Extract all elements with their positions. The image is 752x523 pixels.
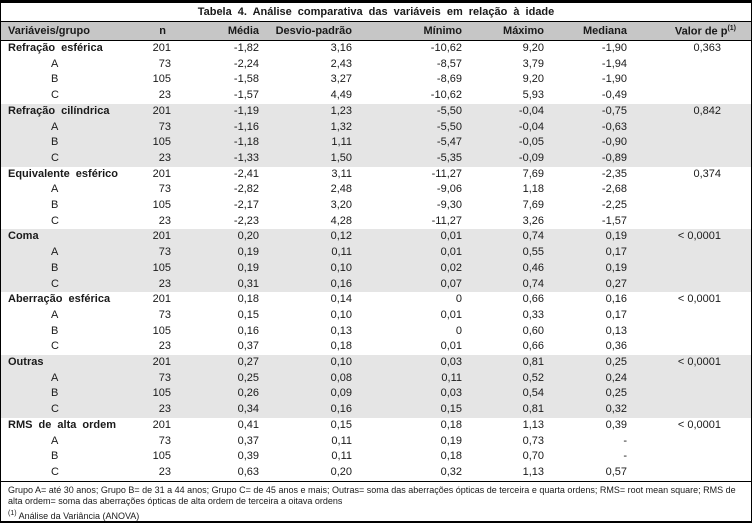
table-cell: -9,30: [436, 199, 462, 212]
table-cell: [632, 324, 751, 340]
subgroup-label: C: [1, 402, 144, 418]
table-cell: -9,06: [436, 183, 462, 196]
column-header-variaveis-grupo: Variáveis/grupo: [1, 22, 144, 41]
table-row: [1, 198, 751, 214]
table-cell: 0,11: [331, 450, 352, 463]
table-cell: 0,52: [467, 371, 549, 387]
table-cell: -5,47: [357, 135, 467, 151]
subgroup-label: C: [51, 89, 59, 102]
table-cell: [632, 135, 751, 151]
table-cell: -1,58: [233, 73, 259, 86]
table-cell: -0,75: [549, 104, 632, 120]
table-cell: 2,43: [330, 57, 352, 70]
table-cell: 7,69: [522, 199, 544, 212]
table-cell: 0,36: [605, 340, 627, 353]
table-cell: [632, 277, 751, 293]
table-cell: 2,48: [330, 183, 352, 196]
table-row: [1, 120, 751, 136]
table-row: [1, 449, 751, 465]
table-cell: 73: [158, 308, 171, 321]
subgroup-label: A: [51, 308, 59, 321]
table-cell: < 0,0001: [632, 229, 751, 245]
table-cell: 0,20: [330, 465, 352, 478]
table-cell: 0,32: [440, 465, 462, 478]
column-header-desvio-padrao: Desvio-padrão: [264, 22, 357, 41]
table-row: [1, 214, 751, 230]
column-header-mediana: Mediana: [549, 22, 632, 41]
table-cell: 0,15: [237, 308, 259, 321]
table-row: [1, 245, 751, 261]
table-cell: -1,94: [601, 57, 627, 70]
table-cell: 0,15: [357, 402, 467, 418]
table-row: [1, 386, 751, 402]
table-row: [1, 72, 751, 88]
table-cell: [632, 72, 751, 88]
table-cell: 201: [152, 293, 171, 306]
table-cell: 0: [455, 293, 462, 306]
table-cell: 0,74: [467, 229, 549, 245]
table-row: [1, 261, 751, 277]
table-cell: 105: [144, 386, 176, 402]
table-cell: 23: [144, 402, 176, 418]
table-cell: < 0,0001: [632, 355, 751, 371]
table-cell: 1,13: [522, 418, 544, 431]
table-cell: -0,49: [601, 89, 627, 102]
table-cell: [632, 88, 751, 104]
table-cell: -1,57: [601, 214, 627, 227]
table-cell: -1,18: [176, 135, 264, 151]
table-cell: 1,50: [264, 151, 357, 167]
subgroup-label: B: [51, 324, 59, 337]
table-cell: 0,10: [264, 355, 357, 371]
table-cell: 1,11: [264, 135, 357, 151]
table-cell: -: [623, 450, 627, 463]
table-cell: [632, 214, 751, 230]
table-cell: [632, 449, 751, 465]
table-row: [1, 277, 751, 293]
table-cell: 1,13: [522, 465, 544, 478]
table-row: [1, 292, 751, 308]
table-cell: -1,90: [601, 73, 627, 86]
table-cell: 23: [144, 277, 176, 293]
subgroup-label: B: [51, 450, 59, 463]
table-cell: 0,07: [357, 277, 467, 293]
table-cell: 0,16: [264, 277, 357, 293]
table-cell: 105: [152, 73, 171, 86]
table-row: [1, 41, 751, 57]
table-cell: [632, 434, 751, 450]
column-header-maximo: Máximo: [467, 22, 549, 41]
group-label: Refração esférica: [8, 42, 103, 54]
footnote-definitions: Grupo A= até 30 anos; Grupo B= de 31 a 44 anos; Grupo C= de 45 anos e mais; Outras= soma das aberrações ópticas de terceira e quarta ordens; RMS= root mean square; RMS de alta ordem= soma das aberrações ópticas de alta ordem de terceira a oitava ordens: [8, 484, 736, 507]
table-cell: -0,90: [549, 135, 632, 151]
table-cell: -0,04: [467, 104, 549, 120]
table-cell: -0,05: [467, 135, 549, 151]
table-cell: [632, 261, 751, 277]
table-cell: 23: [144, 151, 176, 167]
table-cell: 0,31: [176, 277, 264, 293]
table-cell: 201: [144, 229, 176, 245]
table-cell: 105: [152, 450, 171, 463]
table-cell: 0,01: [440, 340, 462, 353]
table-cell: 0,37: [237, 340, 259, 353]
table-cell: -1,57: [233, 89, 259, 102]
table-cell: [632, 386, 751, 402]
table-cell: 0,02: [357, 261, 467, 277]
table-cell: 0,57: [605, 465, 627, 478]
data-table: [1, 21, 751, 482]
table-cell: 0,16: [264, 402, 357, 418]
table-cell: -1,16: [176, 120, 264, 136]
table-cell: 4,49: [330, 89, 352, 102]
table-cell: 201: [144, 355, 176, 371]
table-cell: [632, 151, 751, 167]
table-cell: 0,66: [522, 340, 544, 353]
table-cell: 0,08: [264, 371, 357, 387]
table-cell: 0,32: [549, 402, 632, 418]
table-cell: [632, 402, 751, 418]
table-cell: -2,23: [233, 214, 259, 227]
table-row: [1, 324, 751, 340]
subgroup-label: A: [1, 120, 144, 136]
table-cell: -1,82: [233, 42, 259, 54]
table-cell: 0,66: [522, 293, 544, 306]
table-cell: [632, 182, 751, 198]
table-row: [1, 167, 751, 183]
table-cell: 73: [158, 434, 171, 447]
table-row: [1, 151, 751, 167]
table-cell: 0,16: [605, 293, 627, 306]
table-row: [1, 418, 751, 434]
table-cell: 0,25: [549, 386, 632, 402]
table-row: [1, 229, 751, 245]
subgroup-label: B: [1, 135, 144, 151]
table-row: [1, 104, 751, 120]
header-row: [1, 22, 751, 41]
table-row: [1, 57, 751, 73]
table-cell: 105: [144, 135, 176, 151]
table-cell: 0,10: [330, 308, 352, 321]
table-footnotes: [1, 482, 751, 523]
table-cell: 0: [455, 324, 462, 337]
table-cell: 105: [144, 261, 176, 277]
table-cell: 0,39: [237, 450, 259, 463]
table-cell: [632, 245, 751, 261]
subgroup-label: B: [1, 261, 144, 277]
table-cell: 0,01: [357, 245, 467, 261]
table-cell: -2,17: [233, 199, 259, 212]
table-cell: 0,14: [330, 293, 352, 306]
table-cell: 23: [158, 214, 171, 227]
table-cell: 9,20: [522, 73, 544, 86]
table-cell: 0,37: [237, 434, 259, 447]
table-row: [1, 434, 751, 450]
table-cell: [632, 308, 751, 324]
group-label: Outras: [1, 355, 144, 371]
table-cell: 1,23: [264, 104, 357, 120]
table-cell: 0,34: [176, 402, 264, 418]
table-cell: 0,01: [357, 229, 467, 245]
table-cell: 73: [144, 120, 176, 136]
table-cell: 73: [144, 371, 176, 387]
group-label: Refração cilíndrica: [1, 104, 144, 120]
table-cell: 0,74: [467, 277, 549, 293]
table-cell: 0,18: [330, 340, 352, 353]
table-cell: -2,24: [233, 57, 259, 70]
table-cell: -0,89: [549, 151, 632, 167]
group-label: Equivalente esférico: [8, 167, 118, 180]
table-cell: 0,33: [522, 308, 544, 321]
column-header-minimo: Mínimo: [357, 22, 467, 41]
subgroup-label: C: [51, 340, 59, 353]
table-cell: 0,19: [549, 229, 632, 245]
table-cell: 0,19: [440, 434, 462, 447]
table-row: [1, 339, 751, 355]
table-cell: 0,26: [176, 386, 264, 402]
table-cell: 23: [158, 89, 171, 102]
table-cell: -0,04: [467, 120, 549, 136]
subgroup-label: A: [51, 183, 59, 196]
table-cell: 0,15: [330, 418, 352, 431]
table-row: [1, 465, 751, 481]
table-cell: 3,26: [522, 214, 544, 227]
table-cell: -5,35: [357, 151, 467, 167]
table-cell: 0,55: [467, 245, 549, 261]
table-cell: -2,25: [601, 199, 627, 212]
table-cell: -2,41: [233, 167, 259, 180]
table-cell: 3,27: [330, 73, 352, 86]
table-cell: < 0,0001: [677, 293, 721, 306]
table-cell: -2,68: [601, 183, 627, 196]
table-cell: 5,93: [522, 89, 544, 102]
table-cell: 0,19: [176, 261, 264, 277]
table-cell: -11,27: [431, 167, 462, 180]
table-body: [1, 41, 751, 482]
subgroup-label: C: [1, 151, 144, 167]
table-cell: 0,842: [632, 104, 751, 120]
table-cell: 105: [152, 324, 171, 337]
table-cell: 0,03: [357, 355, 467, 371]
table-cell: 0,18: [440, 418, 462, 431]
subgroup-label: A: [1, 371, 144, 387]
table-cell: 201: [152, 418, 171, 431]
table-cell: 0,73: [522, 434, 544, 447]
table-row: [1, 355, 751, 371]
table-row: [1, 88, 751, 104]
subgroup-label: B: [1, 386, 144, 402]
subgroup-label: C: [1, 277, 144, 293]
table-cell: < 0,0001: [677, 418, 721, 431]
table-cell: 7,69: [522, 167, 544, 180]
table-row: [1, 135, 751, 151]
table-cell: [632, 57, 751, 73]
table-cell: 0,16: [237, 324, 259, 337]
table-cell: 73: [144, 245, 176, 261]
table-cell: 3,16: [330, 42, 352, 54]
table-cell: [632, 465, 751, 481]
table-cell: [632, 120, 751, 136]
table-cell: -10,62: [430, 89, 462, 102]
table-header: [1, 22, 751, 41]
table-cell: 0,19: [549, 261, 632, 277]
table-cell: 0,13: [605, 324, 627, 337]
table-cell: 0,12: [264, 229, 357, 245]
table-cell: 0,363: [693, 42, 721, 54]
table-cell: 0,25: [176, 371, 264, 387]
subgroup-label: B: [51, 199, 59, 212]
table-cell: 1,18: [522, 183, 544, 196]
table-cell: 0,09: [264, 386, 357, 402]
subgroup-label: A: [1, 245, 144, 261]
table-cell: -1,90: [601, 42, 627, 54]
table-cell: 201: [152, 42, 171, 54]
table-cell: 0,39: [605, 418, 627, 431]
column-header-n: n: [144, 22, 176, 41]
table-cell: -1,19: [176, 104, 264, 120]
table-cell: 0,11: [331, 434, 352, 447]
table-cell: 73: [158, 57, 171, 70]
table-cell: 0,17: [605, 308, 627, 321]
table-cell: 0,27: [549, 277, 632, 293]
table-cell: 3,20: [330, 199, 352, 212]
table-cell: 0,11: [264, 245, 357, 261]
table-row: [1, 402, 751, 418]
table-cell: 0,11: [357, 371, 467, 387]
subgroup-label: C: [51, 465, 59, 478]
table-cell: 0,17: [549, 245, 632, 261]
subgroup-label: A: [51, 57, 59, 70]
subgroup-label: B: [51, 73, 59, 86]
table-row: [1, 182, 751, 198]
subgroup-label: A: [51, 434, 59, 447]
table-cell: 201: [144, 104, 176, 120]
table-cell: 0,13: [330, 324, 352, 337]
group-label: Aberração esférica: [8, 293, 111, 306]
table-cell: 0,24: [549, 371, 632, 387]
table-cell: 0,19: [176, 245, 264, 261]
table-row: [1, 371, 751, 387]
table-cell: [632, 198, 751, 214]
footnote-marker: (1): [8, 509, 17, 517]
table-cell: 1,32: [264, 120, 357, 136]
table-cell: 0,81: [467, 402, 549, 418]
table-cell: 3,79: [522, 57, 544, 70]
table-cell: 105: [152, 199, 171, 212]
table-cell: -11,27: [431, 214, 462, 227]
table-cell: 0,10: [264, 261, 357, 277]
table-cell: 0,18: [440, 450, 462, 463]
table-cell: -8,57: [436, 57, 462, 70]
table-cell: [632, 371, 751, 387]
table-cell: -0,09: [467, 151, 549, 167]
table-cell: 0,374: [693, 167, 721, 180]
table-cell: 0,81: [467, 355, 549, 371]
table-cell: 0,54: [467, 386, 549, 402]
table-cell: 23: [158, 465, 171, 478]
table-cell: -1,33: [176, 151, 264, 167]
table-cell: 201: [152, 167, 171, 180]
table-cell: 0,18: [237, 293, 259, 306]
table-cell: 0,41: [237, 418, 259, 431]
subgroup-label: C: [51, 214, 59, 227]
table-cell: -: [623, 434, 627, 447]
table-cell: 73: [158, 183, 171, 196]
p-footnote-marker: (1): [727, 24, 736, 32]
table-cell: 0,46: [467, 261, 549, 277]
table-cell: 0,25: [549, 355, 632, 371]
group-label: RMS de alta ordem: [8, 418, 117, 431]
table-cell: 0,70: [522, 450, 544, 463]
column-header-media: Média: [176, 22, 264, 41]
table-cell: 3,11: [331, 167, 352, 180]
table-cell: 0,03: [357, 386, 467, 402]
table-cell: -8,69: [436, 73, 462, 86]
footnote-anova: $^{(1)}$ Análise da Variância (ANOVA): [8, 509, 140, 521]
table-cell: -5,50: [357, 104, 467, 120]
table-cell: 0,20: [176, 229, 264, 245]
table-cell: -2,82: [233, 183, 259, 196]
table-cell: 4,28: [330, 214, 352, 227]
table-cell: -2,35: [601, 167, 627, 180]
table-cell: -10,62: [430, 42, 462, 54]
table-cell: 0,63: [237, 465, 259, 478]
table-cell: 0,01: [440, 308, 462, 321]
table-cell: -0,63: [549, 120, 632, 136]
table-title: Tabela 4. Análise comparativa das variáveis em relação à idade: [197, 6, 555, 18]
table-cell: 0,60: [522, 324, 544, 337]
table-cell: [632, 339, 751, 355]
column-header-valor-de-p: Valor de $p^{(1)}$: [632, 22, 751, 41]
table-row: [1, 308, 751, 324]
table-cell: -5,50: [357, 120, 467, 136]
table-cell: 0,27: [176, 355, 264, 371]
table-cell: 9,20: [522, 42, 544, 54]
group-label: Coma: [1, 229, 144, 245]
table-cell: 23: [158, 340, 171, 353]
